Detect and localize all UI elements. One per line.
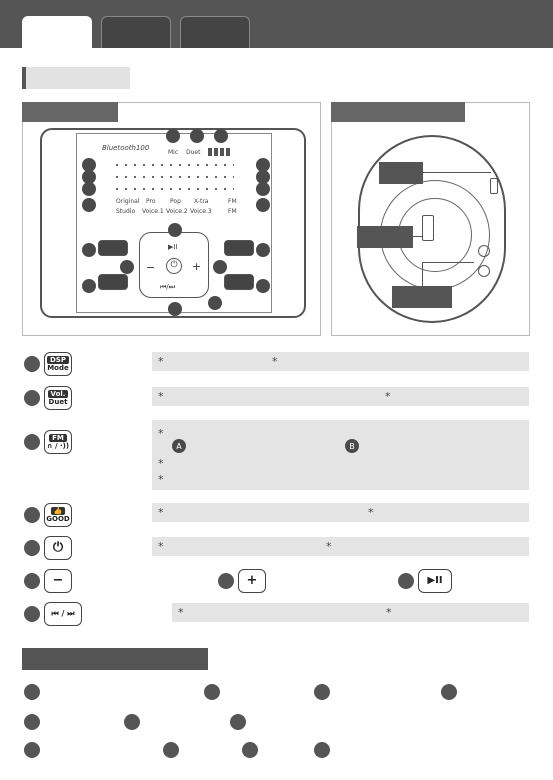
asterisk: * — [178, 606, 184, 619]
effect-label: FM — [228, 198, 237, 205]
micro-usb-port — [490, 178, 498, 194]
item-dot — [24, 390, 40, 406]
callout-dot — [208, 296, 222, 310]
asterisk: * — [158, 506, 164, 519]
callout-label-box — [357, 226, 413, 248]
voice-label: Studio — [116, 208, 136, 215]
skip-key-icon: ⏮ / ⏭ — [44, 602, 82, 626]
callout-dot — [190, 129, 204, 143]
callout-dot — [166, 129, 180, 143]
callout-dot — [82, 182, 96, 196]
item-dot — [24, 540, 40, 556]
side-panel-header — [331, 102, 465, 122]
voice-label: Voice.1 — [142, 208, 164, 215]
item-dot — [24, 684, 40, 700]
skip-glyph: ⏮/⏭ — [160, 283, 175, 291]
callout-dot — [82, 243, 96, 257]
fm-key-device — [224, 240, 254, 256]
leader-line — [423, 172, 491, 173]
note-bar — [152, 352, 529, 371]
tab-2[interactable] — [101, 16, 171, 48]
item-dot — [441, 684, 457, 700]
asterisk: * — [368, 506, 374, 519]
minus-glyph: − — [146, 261, 156, 274]
callout-dot — [82, 279, 96, 293]
callout-dot — [256, 243, 270, 257]
callout-dot — [168, 223, 182, 237]
plus-key-icon: + — [238, 569, 266, 593]
section-title-bar — [26, 67, 130, 89]
dsp-key-device — [98, 240, 128, 256]
item-dot — [398, 573, 414, 589]
asterisk: * — [158, 457, 164, 470]
vol-key-device — [98, 274, 128, 290]
callout-dot — [120, 260, 134, 274]
callout-dot — [214, 129, 228, 143]
marker-a: A — [172, 439, 186, 453]
item-dot — [218, 573, 234, 589]
asterisk: * — [158, 390, 164, 403]
item-dot — [24, 356, 40, 372]
effect-label: Pop — [170, 198, 181, 205]
mic-label: Mic — [168, 149, 179, 156]
item-dot — [242, 742, 258, 758]
dsp-mode-key-icon: DSP Mode — [44, 352, 72, 376]
note-bar — [152, 537, 529, 556]
asterisk: * — [158, 540, 164, 553]
front-panel-header — [22, 102, 118, 122]
voice-label: Voice.3 — [190, 208, 212, 215]
asterisk: * — [386, 606, 392, 619]
note-bar — [152, 420, 529, 490]
item-dot — [124, 714, 140, 730]
callout-dot — [256, 198, 270, 212]
item-dot — [24, 714, 40, 730]
asterisk: * — [158, 473, 164, 486]
note-bar — [172, 603, 529, 622]
item-dot — [24, 434, 40, 450]
callout-dot — [256, 182, 270, 196]
asterisk: * — [158, 355, 164, 368]
asterisk: * — [385, 390, 391, 403]
led-row — [116, 164, 234, 166]
asterisk: * — [158, 427, 164, 440]
item-dot — [24, 742, 40, 758]
item-dot — [24, 606, 40, 622]
plus-glyph: + — [192, 260, 202, 273]
callout-dot — [256, 279, 270, 293]
item-dot — [24, 573, 40, 589]
voice-label: FM — [228, 208, 237, 215]
minus-key-icon: − — [44, 569, 72, 593]
good-key-icon: 👍 GOOD — [44, 503, 72, 527]
item-dot — [163, 742, 179, 758]
usb-port — [422, 215, 434, 241]
callout-dot — [168, 302, 182, 316]
callout-dot — [82, 198, 96, 212]
effect-label: Pro — [146, 198, 156, 205]
audio-jack — [478, 265, 490, 277]
play-pause-key-icon: ▶II — [418, 569, 452, 593]
leader-line — [413, 236, 423, 237]
effect-label: X-tra — [194, 198, 209, 205]
vol-duet-key-icon: Vol. Duet — [44, 386, 72, 410]
item-dot — [314, 684, 330, 700]
device-logo: Bluetooth100 — [102, 144, 150, 152]
leader-line — [422, 262, 423, 286]
effect-label: Original — [116, 198, 140, 205]
good-key-device — [224, 274, 254, 290]
fm-key-icon: FM ∩ / ·)) — [44, 430, 72, 454]
asterisk: * — [272, 355, 278, 368]
item-dot — [230, 714, 246, 730]
note-bar — [152, 503, 529, 522]
led-row — [116, 176, 234, 178]
play-pause-glyph: ▶II — [168, 243, 178, 251]
duet-label: Duet — [186, 149, 201, 156]
callout-dot — [213, 260, 227, 274]
power-key-icon: ⏻ — [44, 536, 72, 560]
bottom-section-header — [22, 648, 208, 670]
note-bar — [152, 387, 529, 406]
leader-line — [422, 262, 474, 263]
marker-b: B — [345, 439, 359, 453]
callout-label-box — [379, 162, 423, 184]
audio-jack — [478, 245, 490, 257]
item-dot — [204, 684, 220, 700]
voice-label: Voice.2 — [166, 208, 188, 215]
led-row — [116, 188, 234, 190]
asterisk: * — [326, 540, 332, 553]
callout-label-box — [392, 286, 452, 308]
level-meter — [208, 148, 232, 156]
power-button-device: ⏻ — [166, 258, 182, 274]
item-dot — [314, 742, 330, 758]
item-dot — [24, 507, 40, 523]
tab-1[interactable] — [22, 16, 92, 48]
tab-3[interactable] — [180, 16, 250, 48]
